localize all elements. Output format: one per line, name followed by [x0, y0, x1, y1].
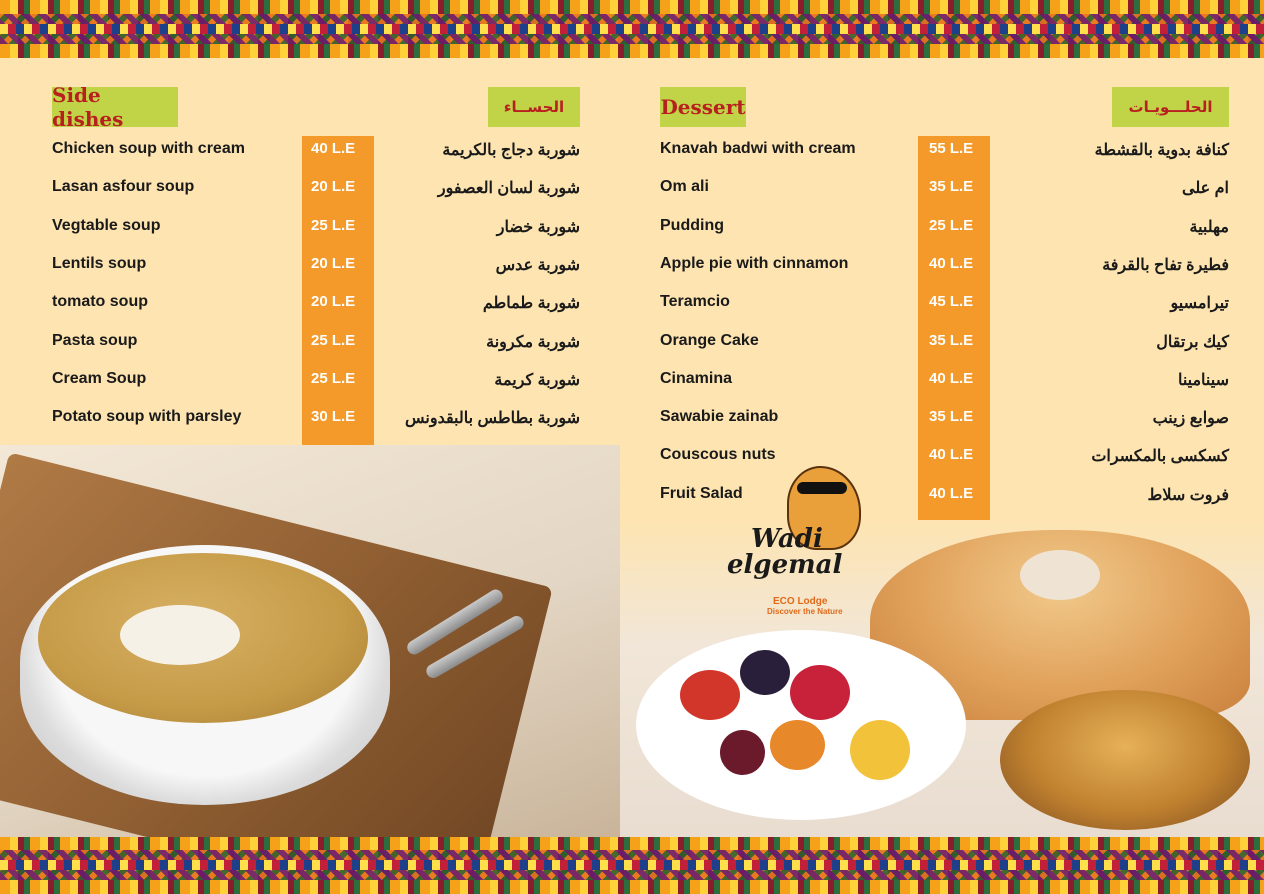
item-price: 40 L.E	[929, 254, 974, 272]
item-name-ar: كنافة بدوية بالقشطة	[1094, 142, 1229, 159]
item-name-en: Teramcio	[660, 293, 730, 311]
item-name-en: Apple pie with cinnamon	[660, 254, 849, 272]
item-price: 20 L.E	[311, 293, 356, 311]
item-name-ar: سينامينا	[1177, 371, 1229, 389]
item-name-en: Potato soup with parsley	[52, 408, 242, 426]
fruit-grape	[740, 650, 790, 695]
om-ali-dish	[1000, 690, 1250, 830]
item-name-ar: شوربة لسان العصفور	[437, 180, 580, 198]
item-name-en: tomato soup	[52, 293, 148, 311]
item-name-ar: شوربة مكرونة	[486, 333, 580, 351]
item-price: 35 L.E	[929, 331, 974, 349]
item-name-en: Pasta soup	[52, 331, 138, 349]
item-price: 35 L.E	[929, 408, 974, 426]
item-name-ar: كسكسى بالمكسرات	[1091, 448, 1229, 466]
item-name-en: Om ali	[660, 178, 709, 196]
item-price: 40 L.E	[929, 446, 974, 464]
item-price: 40 L.E	[929, 369, 974, 387]
item-name-en: Pudding	[660, 216, 724, 234]
logo-tagline: Discover the Nature	[767, 607, 843, 616]
item-name-en: Fruit Salad	[660, 484, 743, 502]
fruit-strawberry	[680, 670, 740, 720]
item-price: 35 L.E	[929, 178, 974, 196]
item-name-en: Couscous nuts	[660, 446, 776, 464]
item-price: 45 L.E	[929, 293, 974, 311]
side-dishes-tag: Side dishes	[52, 87, 178, 127]
cake-center	[1020, 550, 1100, 600]
item-name-ar: تيرامسيو	[1170, 295, 1229, 313]
soup-tag-arabic: الحســاء	[488, 87, 580, 127]
item-price: 20 L.E	[311, 178, 356, 196]
fruit-orange	[770, 720, 825, 770]
item-name-en: Orange Cake	[660, 331, 759, 349]
item-name-ar: مهلبية	[1189, 218, 1229, 236]
item-name-ar: شوربة كريمة	[494, 371, 580, 389]
item-name-en: Cream Soup	[52, 369, 147, 387]
item-price: 40 L.E	[311, 140, 356, 157]
dessert-tag: Dessert	[660, 87, 746, 127]
item-name-en: Knavah badwi with cream	[660, 140, 856, 157]
item-price: 40 L.E	[929, 484, 974, 502]
item-name-en: Lentils soup	[52, 254, 147, 272]
item-name-en: Sawabie zainab	[660, 408, 779, 426]
item-name-en: Chicken soup with cream	[52, 140, 245, 157]
item-name-ar: فطيرة تفاح بالقرفة	[1102, 256, 1229, 274]
logo-line1: Wadi	[751, 524, 823, 554]
item-price: 30 L.E	[311, 408, 356, 426]
logo-text	[727, 526, 857, 578]
item-name-ar: شوربة بطاطس بالبقدونس	[404, 410, 580, 428]
item-price: 55 L.E	[929, 140, 974, 157]
item-name-ar: ام على	[1182, 180, 1229, 198]
item-name-ar: كيك برتقال	[1156, 333, 1229, 351]
item-name-en: Lasan asfour soup	[52, 178, 195, 196]
item-price: 20 L.E	[311, 254, 356, 272]
item-price: 25 L.E	[311, 369, 356, 387]
item-name-ar: شوربة عدس	[495, 256, 580, 274]
item-price: 25 L.E	[929, 216, 974, 234]
item-name-ar: فروت سلاط	[1147, 486, 1229, 504]
logo-line2: elgemal	[727, 550, 843, 580]
item-name-en: Vegtable soup	[52, 216, 161, 234]
item-name-en: Cinamina	[660, 369, 733, 387]
dessert-tag-arabic: الحلـــويـات	[1112, 87, 1229, 127]
soup-cream	[120, 605, 240, 665]
soup-photo	[0, 445, 620, 837]
dessert-photo	[620, 520, 1264, 837]
wadi-elgemal-logo	[727, 462, 857, 616]
item-name-ar: صوابع زينب	[1152, 410, 1229, 428]
item-name-ar: شوربة خضار	[496, 218, 580, 236]
sunglasses-icon	[797, 482, 847, 494]
top-pattern-border	[0, 0, 1264, 58]
item-name-ar: شوربة طماطم	[482, 295, 580, 313]
item-price: 25 L.E	[311, 331, 356, 349]
item-name-ar: شوربة دجاج بالكريمة	[442, 142, 580, 159]
logo-subtitle: ECO Lodge	[773, 596, 828, 607]
bottom-pattern-border	[0, 836, 1264, 894]
fruit-mango	[850, 720, 910, 780]
fruit-cherry	[720, 730, 765, 775]
item-price: 25 L.E	[311, 216, 356, 234]
fruit-raspberry	[790, 665, 850, 720]
